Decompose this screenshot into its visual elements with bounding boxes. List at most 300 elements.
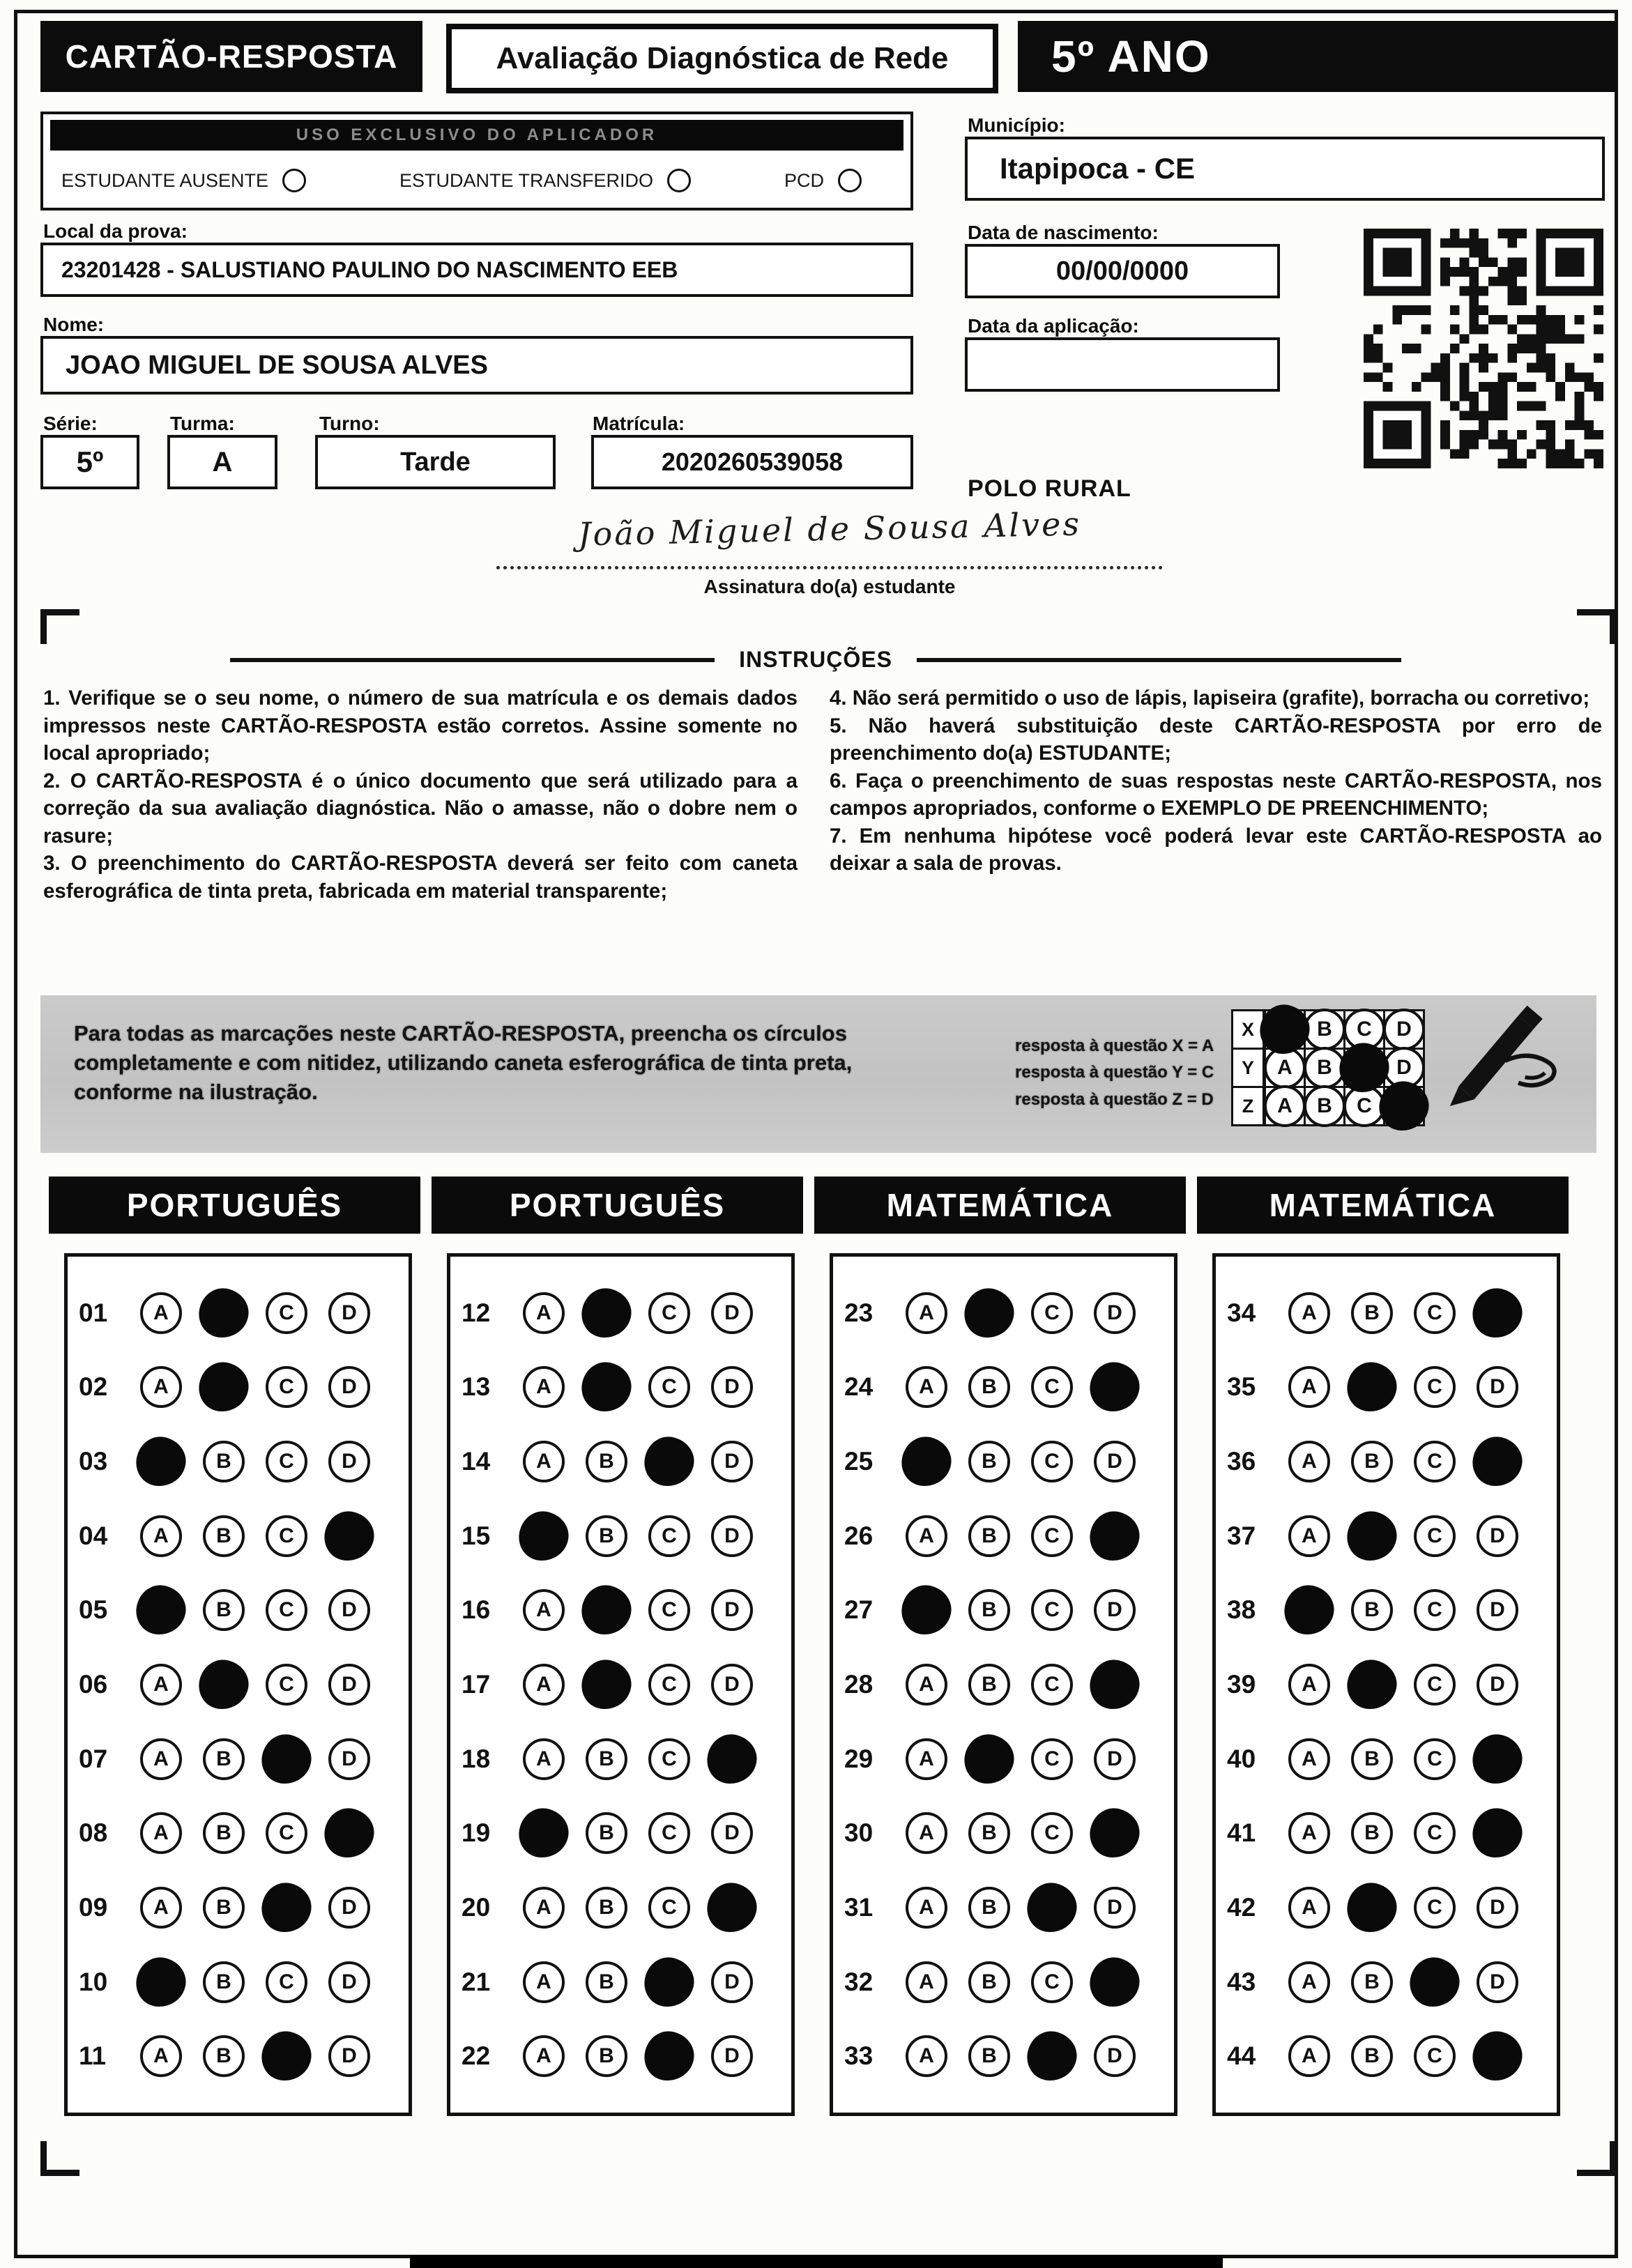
- question-row: [462, 1366, 791, 1408]
- question-row: [462, 2035, 791, 2077]
- bubble-C: C: [648, 1738, 690, 1780]
- question-number: 08: [79, 1818, 108, 1848]
- question-row: [844, 1664, 1174, 1706]
- answer-box: [447, 1253, 795, 2116]
- bubble-D: D: [1094, 1441, 1136, 1482]
- title-rule-left: [230, 658, 715, 662]
- question-number: 14: [462, 1446, 491, 1476]
- question-row: [844, 1812, 1174, 1854]
- bubble-D: [1470, 2028, 1525, 2084]
- bubble-D: D: [711, 1589, 753, 1631]
- bubble-A: A: [1288, 1441, 1330, 1482]
- bubble-B: B: [203, 1887, 245, 1929]
- applicator-box: [40, 112, 913, 210]
- question-number: 35: [1227, 1372, 1256, 1402]
- bubble-D: D: [328, 1589, 370, 1631]
- answer-column: [814, 1177, 1186, 2116]
- bubble-B: B: [968, 1515, 1010, 1557]
- question-number: 30: [844, 1818, 874, 1848]
- bubble-B: B: [586, 1961, 627, 2003]
- question-row: [79, 1887, 409, 1929]
- bubble-D: [321, 1805, 377, 1861]
- bubble-B: B: [1304, 1009, 1345, 1050]
- bubble-D: D: [711, 1441, 753, 1482]
- pen-hand-illustration-icon: [1439, 999, 1571, 1111]
- bubble-A: A: [140, 1887, 182, 1929]
- question-row: [79, 1738, 409, 1780]
- question-number: 11: [79, 2041, 107, 2071]
- question-row: [462, 1887, 791, 1929]
- bubble-D: D: [1477, 1589, 1518, 1631]
- bubble-A: A: [1288, 1961, 1330, 2003]
- answer-column: [1197, 1177, 1569, 2116]
- bubble-B: B: [586, 1887, 627, 1929]
- answer-column: [432, 1177, 803, 2116]
- answer-column: [49, 1177, 420, 2116]
- bubble-C: C: [266, 1366, 307, 1408]
- example-cell: [1343, 1048, 1385, 1088]
- bubble-D: [1087, 1508, 1143, 1564]
- bubble-B: B: [586, 1441, 627, 1482]
- bubble-B: [579, 1285, 634, 1341]
- bubble-B: [961, 1285, 1017, 1341]
- bubble-B: B: [586, 2035, 627, 2077]
- bubble-A: A: [1264, 1085, 1306, 1127]
- question-number: 38: [1227, 1595, 1256, 1625]
- turno-label: Turno:: [319, 413, 380, 434]
- question-number: 15: [462, 1521, 491, 1550]
- bubble-D: D: [711, 1292, 753, 1334]
- bubble-D: D: [1094, 1887, 1136, 1929]
- bubble-A: A: [140, 1366, 182, 1408]
- serie-value: 5º: [40, 435, 139, 489]
- bubble-B: [196, 1359, 252, 1415]
- bubble-A: A: [140, 1515, 182, 1557]
- qr-code: [1361, 229, 1606, 468]
- question-number: 27: [844, 1595, 874, 1625]
- question-row: [844, 1292, 1174, 1334]
- bubble-C: [259, 1731, 314, 1787]
- instructions-title-row: [230, 647, 1401, 673]
- bubble-B: B: [1351, 1589, 1393, 1631]
- question-row: [844, 1515, 1174, 1557]
- bubble-C: C: [1414, 1441, 1456, 1482]
- bubble-C: C: [266, 1589, 307, 1631]
- bubble-B: B: [968, 1366, 1010, 1408]
- bubble-B: [1344, 1880, 1400, 1936]
- instruction-item: 2. O CARTÃO-RESPOSTA é o único documento que será utilizado para a correção da sua avaliação diagnóstica. Não o amasse, não o dobre nem o rasure;: [43, 769, 798, 848]
- question-number: 17: [462, 1669, 491, 1699]
- bubble-C: C: [266, 1664, 307, 1706]
- local-label: Local da prova:: [43, 220, 188, 242]
- question-number: 42: [1227, 1892, 1256, 1922]
- bubble-A: A: [523, 1292, 565, 1334]
- bubble-D: [1087, 1359, 1143, 1415]
- example-cell: [1264, 1086, 1306, 1126]
- question-row: [462, 1589, 791, 1631]
- bubble-C: C: [1031, 1515, 1073, 1557]
- polo-label: POLO RURAL: [968, 475, 1131, 502]
- question-row: [1227, 1812, 1557, 1854]
- bubble-A: A: [140, 1738, 182, 1780]
- bubble-D: [1470, 1731, 1525, 1787]
- subject-header: MATEMÁTICA: [814, 1177, 1186, 1234]
- fill-example-band: [40, 995, 1596, 1153]
- bubble-A: A: [140, 1664, 182, 1706]
- bubble-B: B: [1351, 1292, 1393, 1334]
- bubble-B: [1344, 1657, 1400, 1713]
- bubble-D: [1470, 1434, 1525, 1489]
- question-number: 40: [1227, 1744, 1256, 1773]
- bubble-B: B: [203, 1961, 245, 2003]
- bubble-C: C: [648, 1589, 690, 1631]
- question-row: [844, 1738, 1174, 1780]
- bubble-C: C: [1031, 1589, 1073, 1631]
- bubble-C: C: [266, 1292, 307, 1334]
- bubble-C: C: [648, 1887, 690, 1929]
- question-row: [1227, 1441, 1557, 1482]
- bubble-B: [579, 1657, 634, 1713]
- bubble-B: B: [203, 1441, 245, 1482]
- bubble-B: [1344, 1508, 1400, 1564]
- checkbox-label: ESTUDANTE TRANSFERIDO: [399, 169, 654, 191]
- legend-line: resposta à questão Z = D: [1015, 1089, 1214, 1109]
- bubble-C: C: [1414, 2035, 1456, 2077]
- bubble-B: [196, 1657, 252, 1713]
- bubble-D: D: [328, 1887, 370, 1929]
- serie-label: Série:: [43, 413, 98, 434]
- bubble-D: D: [1477, 1887, 1518, 1929]
- bubble-A: A: [140, 1812, 182, 1854]
- bubble-A: [516, 1805, 572, 1861]
- bubble-D: D: [1477, 1366, 1518, 1408]
- bubble-B: [196, 1285, 252, 1341]
- bubble-D: D: [328, 1441, 370, 1482]
- instructions-right: [830, 684, 1602, 878]
- example-row-label: X: [1231, 1009, 1265, 1050]
- bubble-B: B: [586, 1515, 627, 1557]
- question-number: 04: [79, 1521, 108, 1550]
- question-number: 22: [462, 2041, 491, 2071]
- bubble-D: [1376, 1078, 1432, 1134]
- bubble-D: D: [1094, 1589, 1136, 1631]
- bubble-D: D: [1477, 1664, 1518, 1706]
- bubble-B: B: [1351, 1441, 1393, 1482]
- bubble-B: [1344, 1359, 1400, 1415]
- bubble-B: B: [586, 1812, 627, 1854]
- bubble-D: [1087, 1954, 1143, 2010]
- question-row: [844, 1961, 1174, 2003]
- question-row: [462, 1738, 791, 1780]
- question-number: 28: [844, 1669, 874, 1699]
- nascimento-label: Data de nascimento:: [968, 222, 1159, 243]
- bubble-D: D: [328, 1961, 370, 2003]
- bubble-B: B: [203, 2035, 245, 2077]
- question-row: [844, 1366, 1174, 1408]
- bubble-A: A: [1264, 1047, 1306, 1089]
- question-row: [462, 1812, 791, 1854]
- question-row: [79, 1292, 409, 1334]
- bubble-B: B: [1351, 1961, 1393, 2003]
- bubble-B: B: [968, 1441, 1010, 1482]
- nome-label: Nome:: [43, 314, 105, 335]
- question-number: 33: [844, 2041, 874, 2071]
- question-number: 24: [844, 1372, 874, 1402]
- bubble-B: B: [203, 1738, 245, 1780]
- bubble-C: [1407, 1954, 1463, 2010]
- bubble-C: C: [1414, 1812, 1456, 1854]
- bubble-A: A: [906, 1664, 947, 1706]
- bubble-C: C: [1414, 1366, 1456, 1408]
- example-cell: [1383, 1086, 1425, 1126]
- bubble-D: D: [1094, 2035, 1136, 2077]
- answer-grid: [49, 1177, 1583, 2116]
- bubble-A: A: [906, 1812, 947, 1854]
- handwritten-signature: João Miguel de Sousa Alves: [577, 505, 1082, 553]
- question-row: [462, 1664, 791, 1706]
- title-rule-right: [917, 658, 1401, 662]
- example-row: [1231, 1086, 1425, 1124]
- bubble-B: B: [1351, 2035, 1393, 2077]
- question-row: [462, 1292, 791, 1334]
- bubble-C: C: [648, 1812, 690, 1854]
- question-number: 43: [1227, 1967, 1256, 1996]
- bubble-A: [133, 1582, 189, 1638]
- bubble-C: C: [648, 1366, 690, 1408]
- legend-line: resposta à questão Y = C: [1015, 1063, 1214, 1082]
- nascimento-value: 00/00/0000: [965, 244, 1280, 298]
- bubble-D: D: [711, 2035, 753, 2077]
- bubble-D: [1087, 1805, 1143, 1861]
- bubble-B: B: [1304, 1085, 1345, 1127]
- corner-mark-bottom-left: [40, 2141, 79, 2176]
- bubble-C: C: [1414, 1738, 1456, 1780]
- subject-header: MATEMÁTICA: [1197, 1177, 1569, 1234]
- question-number: 19: [462, 1818, 491, 1848]
- bubble-B: B: [203, 1812, 245, 1854]
- question-number: 41: [1227, 1818, 1256, 1848]
- bubble-D: D: [328, 2035, 370, 2077]
- instruction-item: 5. Não haverá substituição deste CARTÃO-RESPOSTA por erro de preenchimento do(a) ESTUDANTE;: [830, 714, 1602, 765]
- bubble-C: C: [266, 1441, 307, 1482]
- bubble-A: [133, 1954, 189, 2010]
- checkbox-circle: [838, 169, 862, 192]
- bubble-A: A: [1288, 1515, 1330, 1557]
- bubble-C: C: [1031, 1664, 1073, 1706]
- question-row: [462, 1441, 791, 1482]
- turma-label: Turma:: [170, 413, 235, 434]
- bubble-A: A: [523, 1664, 565, 1706]
- example-cell: [1383, 1009, 1425, 1050]
- bubble-D: D: [711, 1515, 753, 1557]
- bubble-D: [321, 1508, 377, 1564]
- exam-title: Avaliação Diagnóstica de Rede: [446, 24, 998, 93]
- bubble-B: B: [968, 1664, 1010, 1706]
- bubble-A: [899, 1582, 954, 1638]
- corner-mark-top-right: [1577, 609, 1616, 644]
- question-number: 25: [844, 1446, 874, 1476]
- example-legend: [1015, 1033, 1214, 1113]
- question-number: 44: [1227, 2041, 1256, 2071]
- question-row: [79, 1961, 409, 2003]
- instruction-item: 4. Não será permitido o uso de lápis, lapiseira (grafite), borracha ou corretivo;: [830, 687, 1590, 710]
- bubble-D: D: [328, 1292, 370, 1334]
- bubble-A: A: [1288, 1738, 1330, 1780]
- bubble-B: B: [586, 1738, 627, 1780]
- bubble-D: D: [328, 1664, 370, 1706]
- example-row-label: Y: [1231, 1048, 1265, 1088]
- instruction-item: 1. Verifique se o seu nome, o número de sua matrícula e os demais dados impressos neste CARTÃO-RESPOSTA estão corretos. Assine somente no local apropriado;: [43, 687, 798, 765]
- bubble-A: A: [906, 1292, 947, 1334]
- instruction-item: 7. Em nenhuma hipótese você poderá levar este CARTÃO-RESPOSTA ao deixar a sala de provas.: [830, 824, 1602, 875]
- nome-value: JOAO MIGUEL DE SOUSA ALVES: [40, 336, 913, 394]
- bubble-C: [641, 2028, 697, 2084]
- checkbox-label: PCD: [784, 169, 824, 191]
- answer-box: [830, 1253, 1177, 2116]
- bubble-C: C: [648, 1292, 690, 1334]
- bubble-D: D: [711, 1366, 753, 1408]
- bubble-A: A: [906, 2035, 947, 2077]
- question-number: 18: [462, 1744, 491, 1773]
- bubble-C: C: [648, 1515, 690, 1557]
- bubble-B: B: [968, 2035, 1010, 2077]
- bubble-D: [704, 1731, 760, 1787]
- bubble-A: A: [523, 2035, 565, 2077]
- checkbox-item: [61, 169, 306, 192]
- bubble-C: C: [1414, 1589, 1456, 1631]
- bubble-A: A: [523, 1441, 565, 1482]
- bubble-C: C: [1031, 1292, 1073, 1334]
- question-number: 13: [462, 1372, 491, 1402]
- fill-example-text: Para todas as marcações neste CARTÃO-RESPOSTA, preencha os círculos completamente e com nitidez, utilizando caneta esferográfica de tinta preta, conforme na ilustração.: [74, 1021, 853, 1105]
- bubble-A: A: [1288, 1366, 1330, 1408]
- question-row: [79, 1515, 409, 1557]
- bubble-A: A: [906, 1887, 947, 1929]
- question-row: [1227, 1589, 1557, 1631]
- question-number: 26: [844, 1521, 874, 1550]
- instructions-title: INSTRUÇÕES: [739, 647, 892, 672]
- bubble-C: C: [1414, 1292, 1456, 1334]
- bubble-B: B: [1351, 1738, 1393, 1780]
- bubble-D: [704, 1880, 760, 1936]
- signature-line: [496, 566, 1163, 569]
- bubble-A: A: [523, 1887, 565, 1929]
- question-number: 02: [79, 1372, 108, 1402]
- question-number: 31: [844, 1892, 874, 1922]
- checkbox-item: [399, 169, 691, 192]
- question-number: 36: [1227, 1446, 1256, 1476]
- bubble-C: C: [1031, 1961, 1073, 2003]
- matricula-value: 2020260539058: [591, 435, 913, 489]
- bubble-D: D: [1094, 1292, 1136, 1334]
- question-row: [462, 1961, 791, 2003]
- bubble-B: B: [203, 1515, 245, 1557]
- question-number: 01: [79, 1298, 108, 1327]
- bubble-B: B: [968, 1887, 1010, 1929]
- bubble-A: [1281, 1582, 1337, 1638]
- bubble-A: [899, 1434, 954, 1489]
- bubble-B: B: [968, 1961, 1010, 2003]
- bubble-D: D: [328, 1366, 370, 1408]
- corner-mark-top-left: [40, 609, 79, 644]
- bubble-C: C: [266, 1812, 307, 1854]
- bubble-A: A: [906, 1366, 947, 1408]
- question-row: [844, 2035, 1174, 2077]
- question-number: 07: [79, 1744, 108, 1773]
- bubble-C: [641, 1954, 697, 2010]
- bubble-B: [579, 1359, 634, 1415]
- bubble-A: A: [1288, 1664, 1330, 1706]
- bubble-A: A: [906, 1961, 947, 2003]
- example-grid: [1231, 1009, 1425, 1124]
- bubble-C: C: [1031, 1441, 1073, 1482]
- local-value: 23201428 - SALUSTIANO PAULINO DO NASCIMENTO EEB: [40, 243, 913, 297]
- question-number: 23: [844, 1298, 874, 1327]
- bubble-C: C: [648, 1664, 690, 1706]
- card-title: CARTÃO-RESPOSTA: [40, 21, 422, 92]
- bubble-C: C: [1414, 1515, 1456, 1557]
- bubble-D: D: [328, 1738, 370, 1780]
- question-row: [79, 1664, 409, 1706]
- bubble-A: A: [140, 1292, 182, 1334]
- question-row: [79, 1812, 409, 1854]
- example-cell: [1264, 1009, 1306, 1050]
- bubble-A: A: [523, 1961, 565, 2003]
- bubble-C: C: [1343, 1085, 1385, 1127]
- question-row: [844, 1441, 1174, 1482]
- bubble-C: C: [1031, 1812, 1073, 1854]
- bubble-C: C: [1414, 1664, 1456, 1706]
- bubble-A: A: [523, 1366, 565, 1408]
- bubble-A: A: [140, 2035, 182, 2077]
- bubble-A: A: [906, 1515, 947, 1557]
- turma-value: A: [167, 435, 277, 489]
- question-number: 37: [1227, 1521, 1256, 1550]
- aplicacao-value: [965, 337, 1280, 392]
- checkbox-item: [784, 169, 862, 192]
- bubble-D: D: [711, 1812, 753, 1854]
- question-number: 05: [79, 1595, 108, 1625]
- bubble-C: C: [266, 1961, 307, 2003]
- turno-value: Tarde: [315, 435, 556, 489]
- bubble-D: D: [1383, 1009, 1425, 1050]
- corner-mark-bottom-right: [1577, 2141, 1616, 2176]
- bubble-A: A: [1288, 1887, 1330, 1929]
- subject-header: PORTUGUÊS: [49, 1177, 420, 1234]
- question-number: 29: [844, 1744, 874, 1773]
- applicator-checkboxes: [61, 159, 862, 202]
- question-number: 06: [79, 1669, 108, 1699]
- bubble-B: [961, 1731, 1017, 1787]
- question-row: [462, 1515, 791, 1557]
- question-number: 10: [79, 1967, 108, 1996]
- question-row: [1227, 2035, 1557, 2077]
- example-row: [1231, 1009, 1425, 1048]
- question-number: 21: [462, 1967, 491, 1996]
- checkbox-circle: [282, 169, 306, 192]
- bubble-B: B: [203, 1589, 245, 1631]
- bubble-D: D: [711, 1664, 753, 1706]
- bubble-D: [1470, 1285, 1525, 1341]
- example-row-label: Z: [1231, 1086, 1265, 1126]
- instruction-item: 6. Faça o preenchimento de suas respostas neste CARTÃO-RESPOSTA, nos campos apropriados, conforme o EXEMPLO DE PREENCHIMENTO;: [830, 769, 1602, 820]
- bubble-C: [1024, 1880, 1080, 1936]
- example-row: [1231, 1048, 1425, 1086]
- municipio-label: Município:: [968, 114, 1065, 136]
- question-number: 03: [79, 1446, 108, 1476]
- bubble-C: C: [1031, 1366, 1073, 1408]
- bubble-C: C: [266, 1515, 307, 1557]
